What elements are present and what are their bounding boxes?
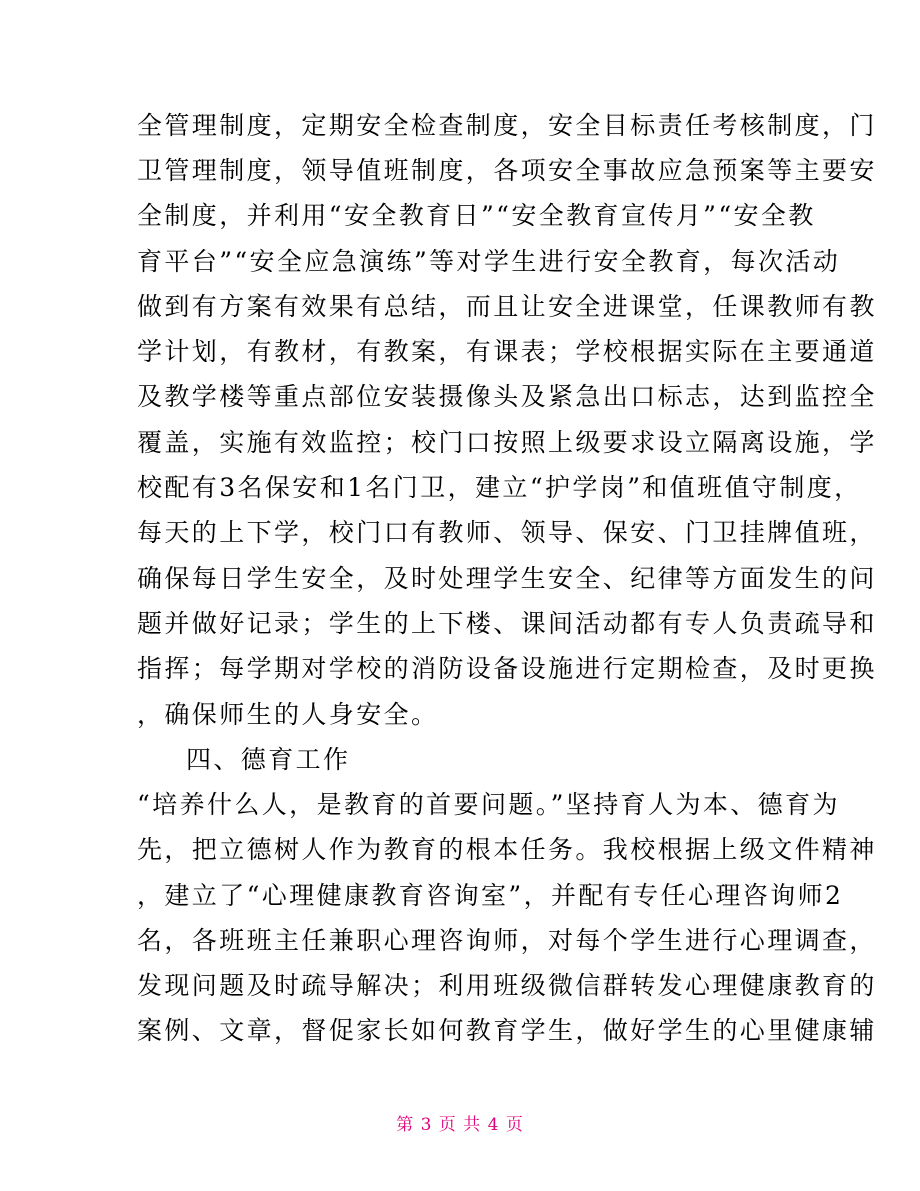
body-line-1: 全管理制度，定期安全检查制度，安全目标责任考核制度，门: [137, 111, 877, 140]
section-line-4: 名，各班班主任兼职心理咨询师，对每个学生进行心理调查，: [137, 926, 877, 955]
section-line-5: 发现问题及时疏导解决；利用班级微信群转发心理健康教育的: [137, 971, 877, 1000]
section-line-1: “培养什么人，是教育的首要问题。”坚持育人为本、德育为: [137, 790, 840, 819]
section-line-2: 先，把立德树人作为教育的根本任务。我校根据上级文件精神: [137, 835, 877, 864]
body-line-10: 每天的上下学，校门口有教师、领导、保安、门卫挂牌值班，: [137, 518, 877, 547]
body-line-9: 校配有3名保安和1名门卫，建立“护学岗”和值班值守制度，: [137, 473, 862, 502]
section-line-3: ，建立了“心理健康教育咨询室”，并配有专任心理咨询师2: [137, 881, 844, 910]
body-line-3: 全制度，并利用“安全教育日”“安全教育宣传月”“安全教: [137, 201, 816, 230]
section-line-6: 案例、文章，督促家长如何教育学生，做好学生的心里健康辅: [137, 1016, 877, 1045]
body-line-2: 卫管理制度，领导值班制度，各项安全事故应急预案等主要安: [137, 156, 877, 185]
body-line-11: 确保每日学生安全，及时处理学生安全、纪律等方面发生的问: [137, 564, 877, 593]
body-line-8: 覆盖，实施有效监控；校门口按照上级要求设立隔离设施，学: [137, 428, 877, 457]
body-line-6: 学计划，有教材，有教案，有课表；学校根据实际在主要通道: [137, 337, 877, 366]
body-line-5: 做到有方案有效果有总结，而且让安全进课堂，任课教师有教: [137, 292, 877, 321]
body-line-13: 指挥；每学期对学校的消防设备设施进行定期检查，及时更换: [137, 654, 877, 683]
section-heading: 四、德育工作: [186, 745, 351, 774]
body-line-12: 题并做好记录；学生的上下楼、课间活动都有专人负责疏导和: [137, 609, 877, 638]
body-line-14: ，确保师生的人身安全。: [137, 700, 439, 729]
body-line-4: 育平台”“安全应急演练”等对学生进行安全教育，每次活动: [137, 247, 841, 276]
page-number-footer: 第 3 页 共 4 页: [396, 1115, 524, 1135]
body-line-7: 及教学楼等重点部位安装摄像头及紧急出口标志，达到监控全: [137, 382, 877, 411]
